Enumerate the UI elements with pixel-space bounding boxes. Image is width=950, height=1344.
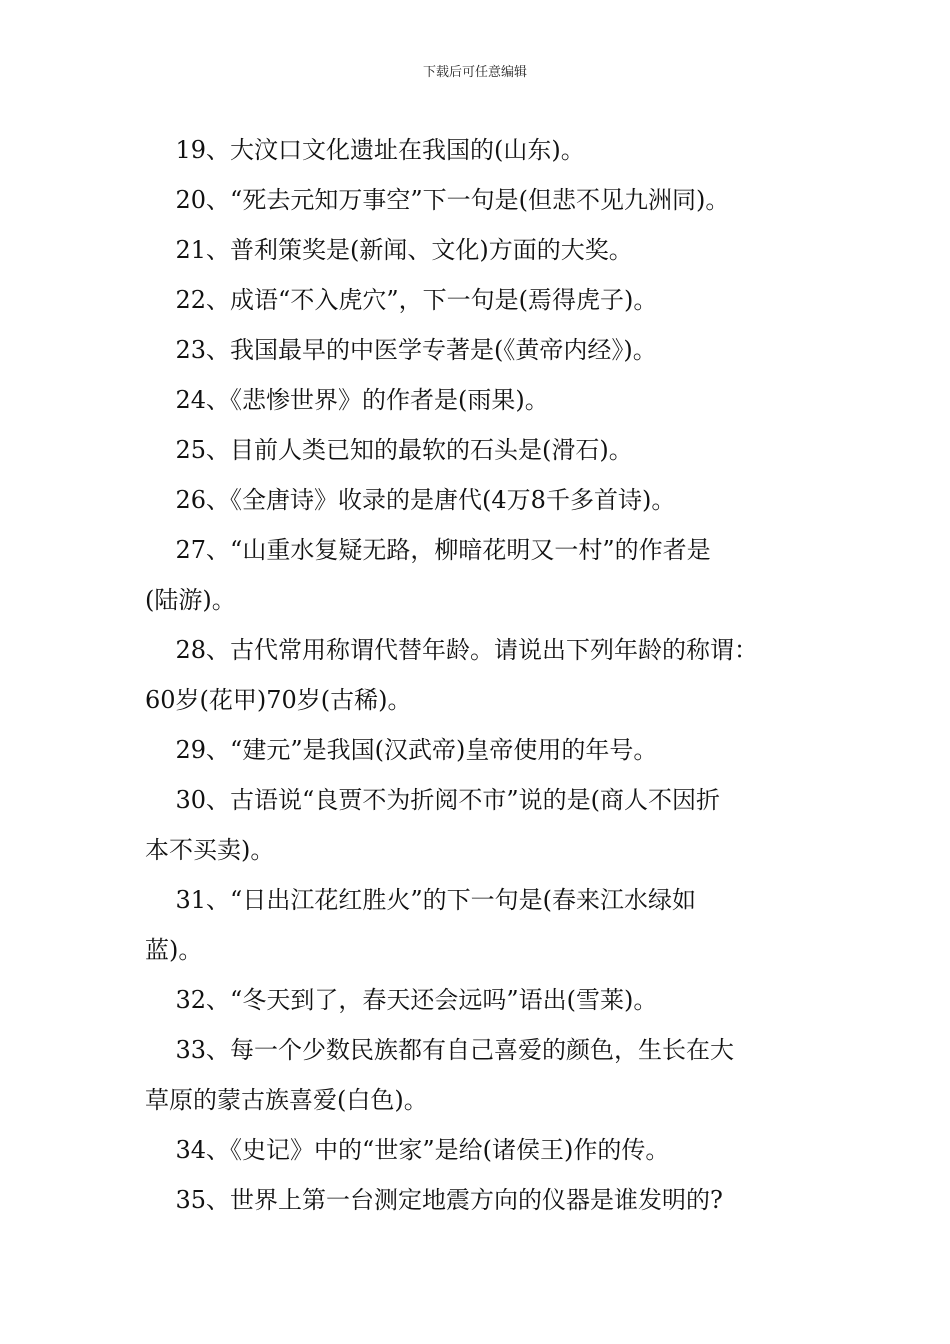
page-header: 下载后可任意编辑 <box>422 65 527 80</box>
item-text-continued: 蓝)。 <box>145 936 203 964</box>
item-text-continued: 草原的蒙古族喜爱(白色)。 <box>145 1086 428 1114</box>
list-item <box>145 225 817 275</box>
item-text: 26、《全唐诗》收录的是唐代(4万8千多首诗)。 <box>145 486 676 514</box>
item-text: 21、普利策奖是(新闻、文化)方面的大奖。 <box>145 236 633 264</box>
list-item <box>145 325 817 375</box>
item-text-continued: 60岁(花甲)70岁(古稀)。 <box>145 686 412 714</box>
item-text-continued: 本不买卖)。 <box>145 836 275 864</box>
list-item <box>145 1125 817 1175</box>
item-text: 30、古语说“良贾不为折阅不市”说的是(商人不因折 <box>145 786 720 814</box>
item-text: 23、我国最早的中医学专著是(《黄帝内经》)。 <box>145 336 657 364</box>
list-item <box>145 175 817 225</box>
list-item <box>145 725 817 775</box>
item-text: 22、成语“不入虎穴”，下一句是(焉得虎子)。 <box>145 286 658 314</box>
list-item <box>145 1175 817 1225</box>
list-item <box>145 525 817 625</box>
item-text-continued: (陆游)。 <box>145 586 236 614</box>
item-text: 35、世界上第一台测定地震方向的仪器是谁发明的? <box>145 1186 723 1214</box>
item-text: 27、“山重水复疑无路，柳暗花明又一村”的作者是 <box>145 536 711 564</box>
item-text: 28、古代常用称谓代替年龄。请说出下列年龄的称谓： <box>145 636 759 664</box>
item-text: 25、目前人类已知的最软的石头是(滑石)。 <box>145 436 633 464</box>
item-text: 31、“日出江花红胜火”的下一句是(春来江水绿如 <box>145 886 696 914</box>
list-item <box>145 425 817 475</box>
document-body <box>145 125 817 1225</box>
list-item <box>145 875 817 975</box>
list-item <box>145 475 817 525</box>
list-item <box>145 975 817 1025</box>
list-item <box>145 775 817 875</box>
item-text: 33、每一个少数民族都有自己喜爱的颜色，生长在大 <box>145 1036 735 1064</box>
item-text: 24、《悲惨世界》的作者是(雨果)。 <box>145 386 549 414</box>
item-text: 20、“死去元知万事空”下一句是(但悲不见九洲同)。 <box>145 186 730 214</box>
list-item <box>145 375 817 425</box>
list-item <box>145 275 817 325</box>
item-text: 34、《史记》中的“世家”是给(诸侯王)作的传。 <box>145 1136 670 1164</box>
list-item <box>145 125 817 175</box>
list-item <box>145 625 817 725</box>
list-item <box>145 1025 817 1125</box>
item-text: 19、大汶口文化遗址在我国的(山东)。 <box>145 136 585 164</box>
item-text: 32、“冬天到了，春天还会远吗”语出(雪莱)。 <box>145 986 658 1014</box>
item-text: 29、“建元”是我国(汉武帝)皇帝使用的年号。 <box>145 736 658 764</box>
